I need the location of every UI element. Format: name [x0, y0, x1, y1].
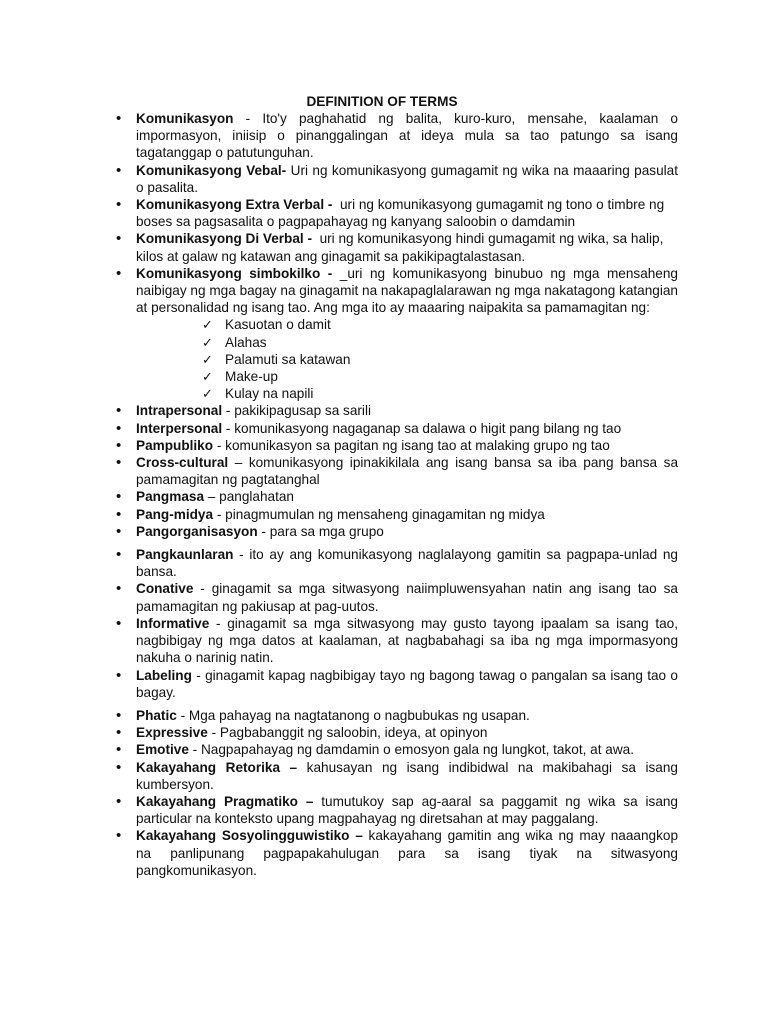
- term-label: Intrapersonal: [136, 403, 223, 419]
- checklist-item: ✓ Kulay na napili: [202, 385, 678, 402]
- definition-item: [114, 793, 678, 827]
- term-definition: Mga pahayag na nagtatanong o nagbubukas ng usapan.: [188, 707, 530, 723]
- term-definition: Nagpapahayag ng damdamin o emosyon gala ng lungkot, takot, at awa.: [200, 742, 635, 758]
- term-definition: ito ay ang komunikasyong naglalayong gamitin sa pagpapa-unlad ng bansa.: [136, 547, 678, 580]
- term-definition: Pagbabanggit ng saloobin, ideya, at opinyon: [219, 725, 488, 741]
- definition-item: • Komunikasyon - Ito'y paghahatid ng balita, kuro-kuro, mensahe, kaalaman o impormasyon, iniisip o pinanggalingan at ideya mula sa tao patungo sa isang tagatanggap o patutunguhan.: [114, 110, 678, 162]
- definition-item: • Expressive - Pagbabanggit ng saloobin, ideya, at opinyon: [114, 724, 678, 741]
- checklist-item: ✓ Kasuotan o damit: [202, 316, 678, 333]
- definition-item: • Cross-cultural – komunikasyong ipinakikilala ang isang bansa sa iba pang bansa sa pamamagitan ng pagtatanghal: [114, 454, 678, 488]
- definition-item: [114, 196, 678, 230]
- definition-item: • Phatic - Mga pahayag na nagtatanong o nagbubukas ng usapan.: [114, 707, 678, 724]
- term-definition: pakikipagusap sa sarili: [234, 403, 371, 419]
- term-definition: uri ng komunikasyong gumagamit ng tono o timbre ng boses sa pagsasalita o pagpapahayag ng kanyang saloobin o damdamin: [136, 197, 665, 230]
- definitions-list: [114, 110, 678, 879]
- term-definition: para sa mga grupo: [269, 523, 384, 539]
- term-label: Komunikasyong Di Verbal -: [136, 231, 313, 247]
- term-definition: komunikasyon sa pagitan ng isang tao at malaking grupo ng tao: [225, 437, 610, 453]
- term-definition: ginagamit kapag nagbibigay tayo ng bagong tawag o pangalan sa isang tao o bagay.: [136, 667, 678, 700]
- definition-item: [114, 230, 678, 264]
- definition-item: • Labeling - ginagamit kapag nagbibigay tayo ng bagong tawag o pangalan sa isang tao o bagay.: [114, 667, 678, 701]
- term-label: Interpersonal: [136, 420, 223, 436]
- definition-item: • Emotive - Nagpapahayag ng damdamin o emosyon gala ng lungkot, takot, at awa.: [114, 741, 678, 758]
- term-definition: tumutukoy sap ag-aaral sa paggamit ng wika sa isang particular na konteksto upang magpahayag ng diretsahan at may paggalang.: [136, 793, 678, 827]
- term-label: Emotive: [136, 742, 189, 758]
- term-label: Informative: [136, 615, 210, 631]
- term-definition: Ito'y paghahatid ng balita, kuro-kuro, mensahe, kaalaman o impormasyon, iniisip o pinanggalingan at ideya mula sa tao patungo sa isang tagatanggap o patutunguhan.: [136, 111, 678, 161]
- term-label: Expressive: [136, 725, 208, 741]
- term-label: Komunikasyong Extra Verbal -: [136, 197, 333, 213]
- definition-item: [114, 162, 678, 196]
- checklist: [136, 316, 678, 402]
- term-label: Komunikasyong Vebal-: [136, 162, 287, 178]
- term-label: Komunikasyon: [136, 111, 234, 126]
- term-definition: kahusayan ng isang indibidwal na makibahagi sa isang kumbersyon.: [136, 759, 678, 792]
- term-label: Kakayahang Sosyolingguwistiko –: [136, 828, 363, 844]
- term-label: Phatic: [136, 707, 177, 723]
- definition-item: • Pang-midya - pinagmumulan ng mensaheng ginagamitan ng midya: [114, 506, 678, 523]
- term-label: Kakayahang Pragmatiko –: [136, 793, 314, 809]
- term-definition: uri ng komunikasyong hindi gumagamit ng wika, sa halip, kilos at galaw ng katawan ang ginagamit sa pakikipagtalastasan.: [136, 231, 664, 264]
- term-definition: komunikasyong ipinakikilala ang isang bansa sa iba pang bansa sa pamamagitan ng pagtatanghal: [136, 455, 678, 488]
- checklist-item: ✓ Palamuti sa katawan: [202, 351, 678, 368]
- definition-item: • Pampubliko - komunikasyon sa pagitan ng isang tao at malaking grupo ng tao: [114, 437, 678, 454]
- definition-item: • Pangkaunlaran - ito ay ang komunikasyong naglalayong gamitin sa pagpapa-unlad ng bansa.: [114, 546, 678, 580]
- term-definition: panglahatan: [219, 489, 294, 505]
- term-definition: kakayahang gamitin ang wika ng may naaangkop na panlipunang pagpapakahulugan para sa isang tiyak na sitwasyong pangkomunikasyon.: [136, 828, 679, 878]
- definition-item: • Interpersonal - komunikasyong nagaganap sa dalawa o higit pang bilang ng tao: [114, 420, 678, 437]
- term-label: Conative: [136, 581, 194, 597]
- definition-item: • Conative - ginagamit sa mga sitwasyong naiimpluwensyahan natin ang isang tao sa pamamagitan ng pakiusap at pag-uutos.: [114, 580, 678, 614]
- page-title: DEFINITION OF TERMS: [306, 94, 458, 109]
- definition-item: [114, 265, 678, 403]
- term-definition: komunikasyong nagaganap sa dalawa o higit pang bilang ng tao: [234, 420, 622, 436]
- definition-item: [114, 827, 678, 879]
- term-label: Pang-midya: [136, 506, 214, 522]
- term-label: Pangmasa: [136, 489, 205, 505]
- term-definition: ginagamit sa mga sitwasyong may gusto tayong ipaalam sa isang tao, nagbibigay ng mga datos at kaalaman, at nagbabahagi sa iba ng mga impormasyong nakuha o narinig natin.: [136, 615, 678, 666]
- term-label: Pampubliko: [136, 437, 214, 453]
- term-definition: ginagamit sa mga sitwasyong naiimpluwensyahan natin ang isang tao sa pamamagitan ng pakiusap at pag-uutos.: [136, 581, 678, 614]
- term-label: Pangkaunlaran: [136, 547, 234, 563]
- term-definition: _uri ng komunikasyong binubuo ng mga mensaheng naibigay ng mga bagay na ginagamit na nakapaglalarawan ng mga nakatagong katangian at personalidad ng isang tao. Ang mga ito ay maaaring naipakita sa pamamagitan ng:: [136, 265, 678, 316]
- term-label: Cross-cultural: [136, 455, 229, 471]
- checklist-item: ✓ Make-up: [202, 368, 678, 385]
- checklist-item: ✓ Alahas: [202, 334, 678, 351]
- term-definition: Uri ng komunikasyong gumagamit ng wika na maaaring pasulat o pasalita.: [136, 162, 678, 195]
- term-label: Komunikasyong simbokilko -: [136, 265, 333, 281]
- term-label: Kakayahang Retorika –: [136, 759, 298, 775]
- definition-item: • Pangorganisasyon - para sa mga grupo: [114, 523, 678, 540]
- term-label: Pangorganisasyon: [136, 523, 258, 539]
- definition-item: [114, 759, 678, 793]
- definition-item: • Pangmasa – panglahatan: [114, 488, 678, 505]
- term-definition: pinagmumulan ng mensaheng ginagamitan ng midya: [225, 506, 545, 522]
- definition-item: • Intrapersonal - pakikipagusap sa sarili: [114, 402, 678, 419]
- term-label: Labeling: [136, 667, 192, 683]
- definition-item: • Informative - ginagamit sa mga sitwasyong may gusto tayong ipaalam sa isang tao, nagbibigay ng mga datos at kaalaman, at nagbabahagi sa iba ng mga impormasyong nakuha o narinig natin.: [114, 615, 678, 667]
